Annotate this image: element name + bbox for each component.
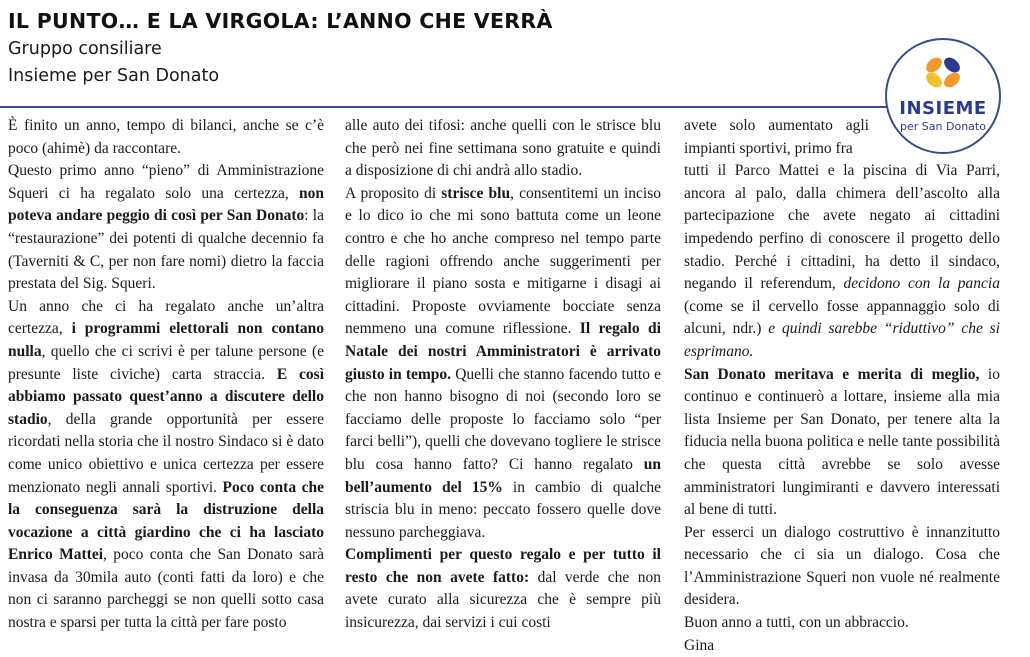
paragraph: È finito un anno, tempo di bilanci, anche se c’è poco (ahimè) da raccontare. <box>8 117 324 157</box>
paragraph: San Donato meritava e merita di meglio, io continuo e continuerò a lottare, insieme alla mia lista Insieme per San Donato, per tenere alta la fiducia nella buona politica e nelle tante possibilità che questa città avrebbe se solo avesse amministratori lungimiranti e davvero interessati al bene di tutti. <box>684 365 1000 519</box>
article-header <box>8 6 868 90</box>
group-label: Gruppo consiliare <box>8 39 162 59</box>
paragraph: Questo primo anno “pieno” di Amministrazione Squeri ci ha regalato solo una certezza, non poteva andare peggio di così per San Donato: la “restaurazione” dei potenti di qualche decennio fa (Taverniti & C, per non fare nomi) dietro la faccia prestata del Sig. Squeri. <box>8 162 324 293</box>
logo-subtitle: per San Donato <box>900 120 986 133</box>
text-column-3 <box>684 115 1000 657</box>
text-column-1 <box>8 115 324 635</box>
logo-wordmark: INSIEME <box>899 98 987 119</box>
text-column-2 <box>345 115 661 635</box>
article-title: IL PUNTO… E LA VIRGOLA: L’ANNO CHE VERRÀ <box>8 9 553 33</box>
paragraph: avete solo aumentato agli impianti sportivi, primo fra <box>684 117 869 157</box>
paragraph: Complimenti per questo regalo e per tutto il resto che non avete fatto: dal verde che non avete curato alla sicurezza che è sempre più insicurezza, dai servizi i cui costi <box>345 546 661 632</box>
paragraph: alle auto dei tifosi: anche quelli con le strisce blu che però nei fine settimana sono gratuite e quindi a disposizione di chi andrà allo stadio. <box>345 117 661 180</box>
paragraph: tutti il Parco Mattei e la piscina di Via Parri, ancora al palo, dalla chimera dell’ascolto alla partecipazione che avete negato ai cittadini impedendo perfino di conoscere il progetto dello stadio. Perché i cittadini, ha detto il sindaco, negando il referendum, decidono con la pancia (come se il cervello fosse appannaggio solo di alcuni, ndr.) e quindi sarebbe “riduttivo” che si esprimano. <box>684 162 1001 360</box>
paragraph: Un anno che ci ha regalato anche un’altra certezza, i programmi elettorali non contano nulla, quello che ci scrivi è per talune persone (e presunte liste civiche) carta straccia. E così abbiamo passato quest’anno a discutere dello stadio, della grande opportunità per essere ricordati nella storia che il nostro Sindaco si è dato come unico obiettivo e unica certezza per essere menzionato negli annali sportivi. Poco conta che la conseguenza sarà la distruzione della vocazione a città giardino che ci ha lasciato Enrico Mattei, poco conta che San Donato sarà invasa da 30mila auto (conti fatti da loro) e che non ci saranno parcheggi se non quelli sotto casa nostra e sparsi per tutta la città per fare posto <box>8 297 325 632</box>
paragraph: A proposito di strisce blu, consentitemi un inciso e lo dico io che mi sono battuta come un leone contro e che ho anche compreso nel tempo parte delle ragioni offrendo anche suggerimenti per migliorare il piano sosta e mitigarne i disagi ai cittadini. Proposte ovviamente bocciate senza nemmeno una comune riflessione. Il regalo di Natale dei nostri Amministratori è arrivato giusto in tempo. Quelli che stanno facendo tutto e che non hanno bisogno di noi (secondo loro se facciamo delle proposte lo facciamo solo “per farci belli”), quelli che dovevano togliere le strisce blu cosa hanno fatto? Ci hanno regalato un bell’aumento del 15% in cambio di qualche striscia blu in meno: peccato fossero quelle dove nessuno parcheggiava. <box>345 184 662 541</box>
signature: Gina <box>684 636 715 654</box>
paragraph: Buon anno a tutti, con un abbraccio. <box>684 614 909 632</box>
group-name: Insieme per San Donato <box>8 66 220 86</box>
header-divider <box>0 106 898 108</box>
paragraph: Per esserci un dialogo costruttivo è innanzitutto necessario che ci sia un dialogo. Cosa che l’Amministrazione Squeri non vuole né realmente desidera. <box>684 523 1000 609</box>
